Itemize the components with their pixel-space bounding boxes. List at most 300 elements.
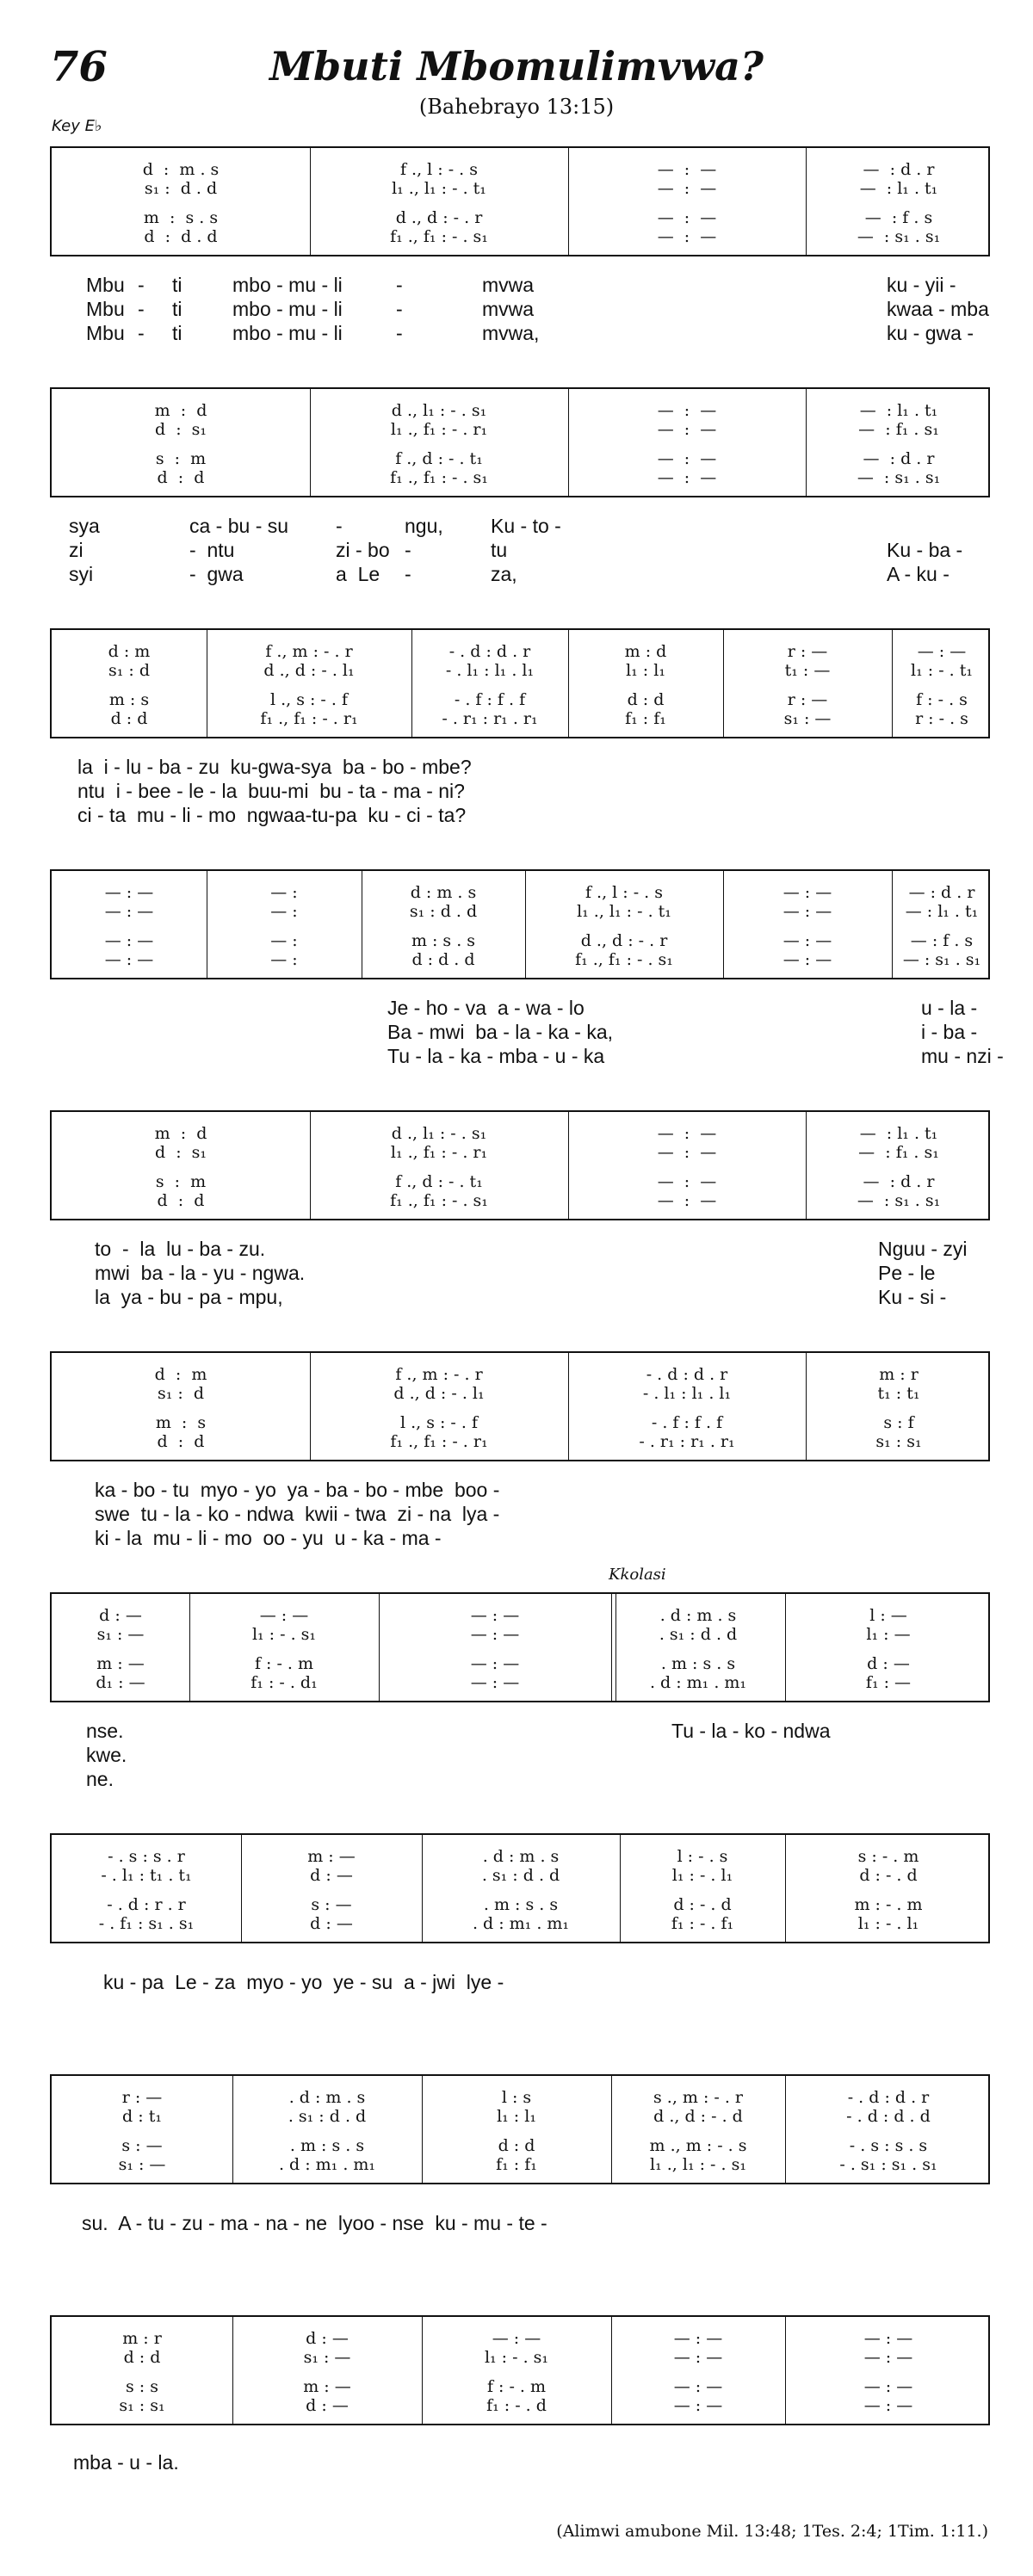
solfa-measure: . d : m₁ . m₁ [472,1914,570,1933]
lyric-segment: su. A - tu - zu - ma - na - ne lyoo - nse ku - mu - te - [82,2212,547,2234]
lyric-segment: ku - pa Le - za myo - yo ye - su a - jwi lye - [103,1971,504,1993]
solfa-measure: — : f₁ . s₁ [858,420,939,439]
solfa-measure: f ., l : - . s [585,883,664,902]
solfa-measure: d ., d : - . l₁ [393,1384,485,1403]
lyrics-line [0,1479,1033,1503]
music-system [50,869,990,979]
solfa-measure: d : — [306,2396,349,2415]
solfa-measure: — : — [863,2377,913,2396]
key-signature: Key E♭ [52,117,102,135]
solfa-measure: — : — [104,931,154,950]
solfa-measure: — : l₁ . t₁ [859,401,938,420]
solfa-measure: s₁ : d [108,661,150,680]
solfa-measure: — : — [657,160,717,179]
lyric-segment: u - la - [921,997,978,1019]
lyric-segment: za, [491,563,517,585]
solfa-measure: d : — [310,1914,353,1933]
solfa-measure: — : — [782,883,832,902]
lyrics-line [0,1021,1033,1045]
music-system [50,628,990,738]
lyrics-line [0,1503,1033,1527]
solfa-measure: s : f [883,1413,914,1432]
lyric-segment: sya [69,515,100,537]
lyric-segment: tu [491,539,508,561]
solfa-measure: — : — [657,179,717,198]
solfa-measure: — : — [657,1124,717,1143]
solfa-measure: — : — [470,1625,520,1644]
solfa-measure: d : — [310,1866,353,1885]
lyrics-line [0,756,1033,780]
lyric-segment: mbo - mu - li [232,274,343,296]
lyric-segment: ne. [86,1768,114,1790]
solfa-measure: s₁ : d . d [144,179,218,198]
solfa-measure: - . d : d . r [847,2088,930,2107]
solfa-row [52,690,988,709]
solfa-measure: — : s₁ . s₁ [902,950,981,969]
solfa-measure: — : — [657,227,717,246]
solfa-row [52,1432,988,1451]
solfa-measure: l₁ : — [866,1625,911,1644]
chorus-label: Kkolasi [609,1566,666,1584]
solfa-measure: s₁ : s₁ [119,2396,165,2415]
solfa-row [52,1143,988,1162]
lyrics-block [0,2451,1033,2475]
solfa-measure: l₁ : - . l₁ [857,1914,919,1933]
lyric-segment: A - ku - [887,563,949,585]
solfa-measure: r : — [787,642,828,661]
lyrics-line [0,1768,1033,1792]
solfa-measure: — : [270,883,298,902]
solfa-measure: d ., l₁ : - . s₁ [391,1124,487,1143]
lyric-segment: mbo - mu - li [232,322,343,344]
lyric-segment: mvwa, [482,322,540,344]
solfa-measure: f₁ ., f₁ : - . s₁ [390,227,488,246]
lyric-segment: mvwa [482,274,535,296]
solfa-measure: f ., d : - . t₁ [395,449,483,468]
footer-references: (Alimwi amubone Mil. 13:48; 1Tes. 2:4; 1Tim. 1:11.) [556,2522,988,2541]
solfa-row [52,2329,988,2348]
solfa-row [52,1606,988,1625]
solfa-row [52,1914,988,1933]
lyrics-line [0,997,1033,1021]
solfa-measure: r : — [121,2088,163,2107]
solfa-measure: . m : s . s [660,1654,736,1673]
solfa-measure: f ., l : - . s [399,160,479,179]
lyric-segment: zi - bo [336,539,390,561]
solfa-measure: d ., d : - . r [580,931,668,950]
solfa-measure: — : — [657,1191,717,1210]
solfa-measure: m : r [879,1365,919,1384]
solfa-measure: f ., d : - . t₁ [395,1172,483,1191]
solfa-measure: d : d [123,2348,161,2367]
solfa-measure: — : s₁ . s₁ [857,227,941,246]
lyrics-line [0,539,1033,563]
lyric-segment: ki - la mu - li - mo oo - yu u - ka - ma - [95,1527,442,1549]
solfa-measure: — : — [104,883,154,902]
lyric-segment: syi [69,563,94,585]
lyrics-block [0,756,1033,828]
solfa-measure: m : — [96,1654,145,1673]
solfa-measure: l₁ : - . s₁ [251,1625,317,1644]
solfa-measure: m : s [155,1413,207,1432]
solfa-measure: s₁ : — [118,2155,166,2174]
solfa-measure: l₁ : - . s₁ [484,2348,549,2367]
solfa-measure: t₁ : t₁ [877,1384,920,1403]
solfa-measure: — : [270,931,298,950]
solfa-measure: d : — [867,1654,910,1673]
lyrics-line [0,563,1033,587]
solfa-measure: . d : m₁ . m₁ [278,2155,376,2174]
lyric-segment: - [138,274,145,296]
solfa-measure: — : — [657,468,717,487]
solfa-measure: . d : m . s [482,1847,560,1866]
solfa-measure: s : m [155,449,207,468]
lyric-segment: - gwa [189,563,244,585]
solfa-measure: l₁ : l₁ [497,2107,536,2126]
lyric-segment: ku - yii - [887,274,956,296]
lyrics-line [0,322,1033,346]
solfa-measure: d ., d : - . l₁ [263,661,355,680]
solfa-measure: f₁ : f₁ [496,2155,537,2174]
solfa-measure: — : — [673,2377,723,2396]
solfa-measure: — : l₁ . t₁ [859,179,938,198]
solfa-measure: m : — [307,1847,356,1866]
solfa-measure: — : — [657,1172,717,1191]
solfa-measure: — : s₁ . s₁ [857,1191,941,1210]
solfa-row [52,950,988,969]
solfa-measure: l₁ : - . t₁ [911,661,973,680]
lyrics-block [0,2212,1033,2236]
hymn-title: Mbuti Mbomulimvwa? [269,43,764,90]
solfa-measure: l₁ ., l₁ : - . s₁ [650,2155,746,2174]
solfa-measure: s : m [155,1172,207,1191]
solfa-measure: l₁ : - . l₁ [671,1866,733,1885]
lyric-segment: - [405,539,411,561]
solfa-measure: f₁ ., f₁ : - . r₁ [390,1432,488,1451]
solfa-measure: - . s₁ : s₁ . s₁ [839,2155,937,2174]
lyric-segment: Mbu [86,274,125,296]
lyrics-line [0,298,1033,322]
lyric-segment: - [396,322,403,344]
solfa-measure: . d : m . s [288,2088,366,2107]
solfa-measure: l : - . s [677,1847,728,1866]
solfa-measure: s₁ : s₁ [875,1432,922,1451]
solfa-measure: f₁ : - . f₁ [671,1914,734,1933]
solfa-measure: — : — [782,931,832,950]
lyrics-block [0,1238,1033,1310]
solfa-measure: - . s : s . r [108,1847,185,1866]
solfa-measure: f : - . s [916,690,968,709]
lyrics-line [0,1720,1033,1744]
solfa-measure: - . s : s . s [849,2136,928,2155]
solfa-row [52,2088,988,2107]
solfa-measure: d : d [627,690,665,709]
solfa-measure: — : — [917,642,967,661]
lyrics-block [0,997,1033,1069]
solfa-measure: d₁ : — [96,1673,145,1692]
solfa-measure: - . d : d . r [646,1365,728,1384]
solfa-measure: m : s . s [143,208,219,227]
solfa-measure: d ., d : - . r [395,208,483,227]
lyric-segment: - [138,298,145,320]
solfa-measure: — : — [470,1673,520,1692]
solfa-measure: f₁ ., f₁ : - . s₁ [575,950,673,969]
solfa-measure: d : s₁ [154,420,207,439]
solfa-measure: — : — [470,1606,520,1625]
solfa-measure: — : — [657,420,717,439]
solfa-row [52,642,988,661]
solfa-measure: — : [270,950,298,969]
lyric-segment: - ntu [189,539,235,561]
lyric-segment: - [396,298,403,320]
lyric-segment: ti [172,322,182,344]
solfa-measure: f₁ ., f₁ : - . r₁ [260,709,358,728]
lyric-segment: - [138,322,145,344]
solfa-measure: m : - . m [854,1895,923,1914]
solfa-measure: d : d [110,709,148,728]
lyric-segment: i - ba - [921,1021,978,1043]
lyric-segment: Ba - mwi ba - la - ka - ka, [387,1021,614,1043]
solfa-measure: — : — [657,1143,717,1162]
lyrics-line [0,1971,1033,1995]
solfa-row [52,1654,988,1673]
lyric-segment: la i - lu - ba - zu ku-gwa-sya ba - bo - mbe? [77,756,472,778]
music-system [50,2315,990,2425]
solfa-measure: s : s [126,2377,158,2396]
solfa-measure: - . l₁ : t₁ . t₁ [101,1866,192,1885]
music-system [50,1833,990,1943]
lyric-segment: swe tu - la - ko - ndwa kwii - twa zi - na lya - [95,1503,500,1525]
solfa-measure: m : s . s [411,931,476,950]
hymn-number: 76 [50,43,108,91]
solfa-measure: d : s₁ [154,1143,207,1162]
solfa-measure: — : — [657,208,717,227]
solfa-row [52,1866,988,1885]
solfa-row [52,709,988,728]
solfa-measure: . s₁ : d . d [481,1866,560,1885]
lyrics-line [0,804,1033,828]
solfa-row [52,2136,988,2155]
solfa-measure: m : — [303,2377,351,2396]
lyric-segment: - [405,563,411,585]
lyric-segment: - [336,515,343,537]
solfa-measure: — : — [863,2329,913,2348]
solfa-measure: l₁ ., l₁ : - . t₁ [577,902,671,921]
solfa-measure: s₁ : d [157,1384,205,1403]
lyric-segment: Mbu [86,298,125,320]
lyric-segment: ntu i - bee - le - la buu-mi bu - ta - ma - ni? [77,780,465,802]
solfa-measure: — : [270,902,298,921]
music-system [50,2074,990,2184]
solfa-measure: — : — [673,2329,723,2348]
solfa-measure: — : — [492,2329,541,2348]
lyric-segment: a Le [336,563,380,585]
music-system [50,1351,990,1461]
solfa-measure: d : d [157,1191,205,1210]
solfa-measure: . s₁ : d . d [288,2107,367,2126]
solfa-measure: f₁ ., f₁ : - . s₁ [390,468,488,487]
lyric-segment: mba - u - la. [73,2451,179,2474]
solfa-measure: d : d [157,468,205,487]
solfa-row [52,1384,988,1403]
lyric-segment: ti [172,274,182,296]
solfa-measure: d : d [498,2136,535,2155]
solfa-measure: — : d . r [863,1172,935,1191]
solfa-measure: l : — [869,1606,907,1625]
solfa-measure: — : — [673,2348,723,2367]
solfa-measure: l₁ ., f₁ : - . r₁ [390,1143,488,1162]
solfa-measure: f₁ ., f₁ : - . s₁ [390,1191,488,1210]
solfa-measure: m : d [624,642,667,661]
solfa-row [52,208,988,227]
solfa-measure: — : — [259,1606,309,1625]
solfa-row [52,661,988,680]
solfa-measure: r : - . s [915,709,968,728]
solfa-measure: d : d . d [144,227,218,246]
solfa-measure: d : d [157,1432,205,1451]
solfa-measure: s₁ : — [96,1625,145,1644]
solfa-measure: - . r₁ : r₁ . r₁ [442,709,538,728]
solfa-row [52,2107,988,2126]
lyrics-line [0,2451,1033,2475]
solfa-row [52,1895,988,1914]
solfa-measure: f ., m : - . r [265,642,353,661]
solfa-measure: f₁ : — [865,1673,912,1692]
solfa-measure: - . f₁ : s₁ . s₁ [98,1914,195,1933]
solfa-measure: — : — [104,950,154,969]
music-system [50,1110,990,1220]
solfa-measure: s ., m : - . r [653,2088,744,2107]
solfa-measure: . s₁ : d . d [659,1625,738,1644]
solfa-row [52,2377,988,2396]
solfa-measure: — : — [782,902,832,921]
music-system [50,387,990,497]
hymn-subtitle: (Bahebrayo 13:15) [418,95,615,119]
solfa-measure: — : — [104,902,154,921]
lyric-segment: mbo - mu - li [232,298,343,320]
solfa-measure: - . l₁ : l₁ . l₁ [445,661,535,680]
solfa-measure: d ., d : - . d [653,2107,743,2126]
solfa-measure: d : - . d [859,1866,918,1885]
solfa-measure: — : f . s [864,208,933,227]
solfa-measure: d : d . d [411,950,475,969]
solfa-measure: — : f . s [910,931,974,950]
solfa-row [52,2348,988,2367]
solfa-measure: l₁ ., f₁ : - . r₁ [390,420,488,439]
solfa-measure: s₁ : — [783,709,832,728]
solfa-row [52,1847,988,1866]
solfa-measure: — : — [657,449,717,468]
solfa-measure: - . f : f . f [651,1413,723,1432]
lyrics-block [0,1720,1033,1792]
lyric-segment: ka - bo - tu myo - yo ya - ba - bo - mbe boo - [95,1479,500,1501]
lyrics-line [0,1045,1033,1069]
solfa-measure: s : - . m [857,1847,919,1866]
solfa-measure: m ., m : - . s [649,2136,747,2155]
solfa-measure: d ., l₁ : - . s₁ [391,401,487,420]
lyrics-line [0,1527,1033,1551]
solfa-measure: m : r [122,2329,162,2348]
solfa-row [52,1365,988,1384]
lyric-segment: zi [69,539,84,561]
lyric-segment: nse. [86,1720,124,1742]
solfa-measure: f ., m : - . r [395,1365,483,1384]
lyric-segment: ti [172,298,182,320]
solfa-measure: l ., s : - . f [399,1413,479,1432]
solfa-measure: — : — [863,2348,913,2367]
lyrics-block [0,1479,1033,1551]
solfa-row [52,227,988,246]
solfa-measure: — : f₁ . s₁ [858,1143,939,1162]
solfa-measure: — : d . r [908,883,975,902]
lyrics-line [0,1262,1033,1286]
solfa-measure: — : l₁ . t₁ [859,1124,938,1143]
solfa-measure: s : — [121,2136,163,2155]
lyric-segment: Mbu [86,322,125,344]
lyric-segment: Tu - la - ko - ndwa [671,1720,831,1742]
solfa-measure: d : — [306,2329,349,2348]
lyric-segment: mwi ba - la - yu - ngwa. [95,1262,306,1284]
lyrics-block [0,274,1033,346]
lyrics-line [0,274,1033,298]
lyric-segment: mu - nzi - [921,1045,1004,1067]
solfa-row [52,449,988,468]
lyric-segment: Nguu - zyi [878,1238,968,1260]
solfa-row [52,902,988,921]
lyrics-line [0,515,1033,539]
solfa-row [52,1124,988,1143]
solfa-measure: - . d : r . r [107,1895,186,1914]
solfa-measure: — : — [470,1654,520,1673]
solfa-measure: d : m . s [410,883,477,902]
solfa-measure: f₁ : - . d [486,2396,547,2415]
solfa-row [52,179,988,198]
solfa-row [52,401,988,420]
lyrics-line [0,2212,1033,2236]
lyrics-line [0,1286,1033,1310]
solfa-row [52,931,988,950]
solfa-measure: d : m [108,642,151,661]
lyric-segment: Tu - la - ka - mba - u - ka [387,1045,605,1067]
solfa-measure: — : d . r [863,449,935,468]
solfa-row [52,420,988,439]
solfa-row [52,1172,988,1191]
lyric-segment: ca - bu - su [189,515,289,537]
lyric-segment: Ku - ba - [887,539,963,561]
lyric-segment: kwaa - mba [887,298,989,320]
solfa-measure: l : s [501,2088,532,2107]
lyric-segment: - [396,274,403,296]
solfa-measure: d : t₁ [122,2107,162,2126]
solfa-row [52,2155,988,2174]
music-system [50,1592,990,1702]
lyric-segment: Je - ho - va a - wa - lo [387,997,585,1019]
lyric-segment: ci - ta mu - li - mo ngwaa-tu-pa ku - ci - ta? [77,804,467,826]
solfa-measure: l₁ : l₁ [626,661,665,680]
lyrics-line [0,1238,1033,1262]
lyric-segment: ngu, [405,515,443,537]
solfa-measure: l₁ ., l₁ : - . t₁ [392,179,486,198]
solfa-row [52,883,988,902]
lyric-segment: ku - gwa - [887,322,974,344]
lyric-segment: Pe - le [878,1262,936,1284]
solfa-measure: . d : m₁ . m₁ [649,1673,747,1692]
solfa-measure: t₁ : — [784,661,831,680]
music-system [50,146,990,256]
solfa-measure: — : s₁ . s₁ [857,468,941,487]
lyrics-block [0,515,1033,587]
solfa-measure: d : — [99,1606,142,1625]
